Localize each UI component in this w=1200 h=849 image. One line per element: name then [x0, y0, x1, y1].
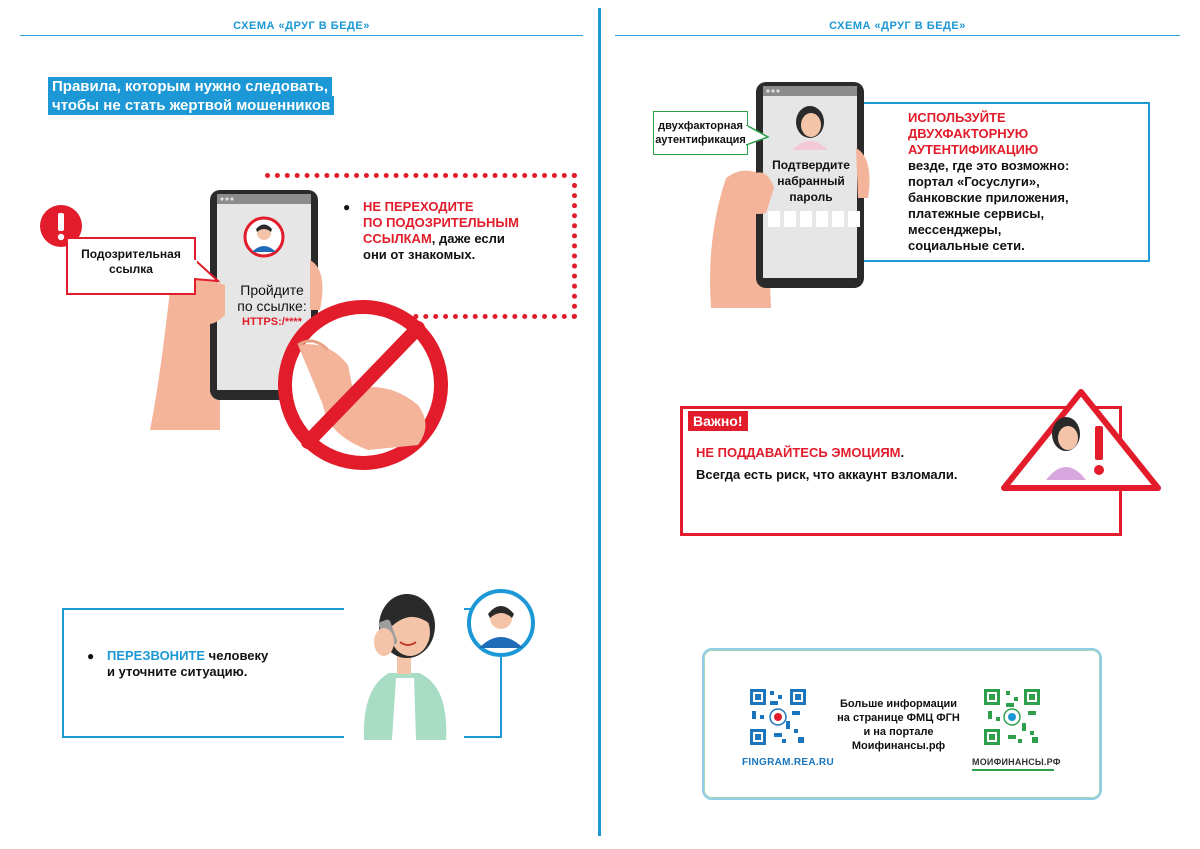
twofa-label-2: аутентификация — [655, 134, 746, 146]
rule1-rest-line-3: , даже если — [431, 231, 505, 246]
rule3-rest-line-2: портал «Госуслуги», — [908, 174, 1040, 189]
rule3-rest-line-4: платежные сервисы, — [908, 206, 1045, 221]
qr-code-fingram — [749, 688, 807, 746]
rule2-rest-line-2: и уточните ситуацию. — [107, 664, 248, 679]
page-title — [48, 77, 334, 115]
twofa-callout-pointer — [746, 125, 770, 147]
page-title-line-2: чтобы не стать жертвой мошенников — [48, 96, 334, 115]
suspicious-link-callout — [66, 237, 196, 295]
rule3-red-line-3: АУТЕНТИФИКАЦИЮ — [908, 142, 1039, 157]
important-red-dot: . — [900, 445, 905, 460]
rule1-red-line-3: ССЫЛКАМ — [363, 231, 432, 246]
rule3-red-line-1: ИСПОЛЬЗУЙТЕ — [908, 110, 1006, 125]
qr-fingram-caption: FINGRAM.REA.RU — [742, 757, 834, 768]
important-rest-text: Всегда есть риск, что аккаунт взломали. — [696, 467, 958, 482]
rule2-blue-word: ПЕРЕЗВОНИТЕ — [107, 648, 206, 663]
rule3-red-line-2: ДВУХФАКТОРНУЮ — [908, 126, 1029, 141]
right-header-rule — [615, 35, 1180, 36]
password-cells — [768, 211, 860, 227]
suspicious-link-label-1: Подозрительная — [81, 247, 181, 261]
rule3-rest-line-6: социальные сети. — [908, 238, 1025, 253]
info-line-2: на странице ФМЦ ФГН — [837, 712, 960, 724]
woman-calling-illustration — [344, 578, 464, 740]
rule3-rest-line-1: везде, где это возможно: — [908, 158, 1070, 173]
important-red-text: НЕ ПОДДАВАЙТЕСЬ ЭМОЦИЯМ — [696, 445, 901, 460]
twofa-phone-line-1: Подтвердите — [772, 158, 850, 172]
rule3-text — [908, 110, 1138, 254]
twofa-callout — [653, 111, 748, 155]
suspicious-link-label-2: ссылка — [109, 262, 153, 276]
right-header-title: СХЕМА «ДРУГ В БЕДЕ» — [829, 20, 966, 32]
warning-triangle-icon — [1000, 388, 1162, 492]
info-line-1: Больше информации — [839, 698, 958, 710]
rule2-text — [107, 648, 327, 680]
user-avatar-icon — [780, 100, 840, 150]
prohibition-sign-icon — [268, 295, 458, 475]
callout-pointer — [194, 257, 220, 283]
rule2-rest-line-1: человеку — [205, 648, 269, 663]
twofa-phone-line-2: набранный — [777, 174, 845, 188]
phone-message-link: HTTPS:/**** — [242, 316, 302, 328]
rule1-rest-line-4: они от знакомых. — [363, 247, 476, 262]
phone-message-line-1: Пройдите — [240, 282, 304, 298]
phone-message-line-2: по ссылке: — [237, 298, 307, 314]
rule1-red-line-1: НЕ ПЕРЕХОДИТЕ — [363, 199, 474, 214]
rule1-red-line-2: ПО ПОДОЗРИТЕЛЬНЫМ — [363, 215, 519, 230]
rule3-rest-line-5: мессенджеры, — [908, 222, 1002, 237]
rule3-rest-line-3: банковские приложения, — [908, 190, 1069, 205]
qr-code-moifinansy — [983, 688, 1041, 746]
sender-avatar-icon — [243, 216, 285, 258]
info-text — [826, 697, 971, 753]
friend-avatar-icon — [466, 588, 536, 658]
rule1-text — [363, 199, 573, 263]
info-line-3: и на портале — [863, 726, 934, 738]
info-line-4: Моифинансы.рф — [851, 740, 946, 752]
twofa-label-1: двухфакторная — [658, 120, 743, 132]
page-title-line-1: Правила, которым нужно следовать, — [48, 77, 332, 96]
twofa-phone-line-3: пароль — [789, 190, 833, 204]
left-header-rule — [20, 35, 583, 36]
twofa-phone-message — [766, 157, 856, 205]
important-text — [696, 445, 996, 483]
important-badge: Важно! — [688, 411, 748, 431]
qr-moifinansy-caption: МОИФИНАНСЫ.РФ — [972, 757, 1054, 771]
page-divider — [598, 8, 601, 836]
left-header-title: СХЕМА «ДРУГ В БЕДЕ» — [233, 20, 370, 32]
